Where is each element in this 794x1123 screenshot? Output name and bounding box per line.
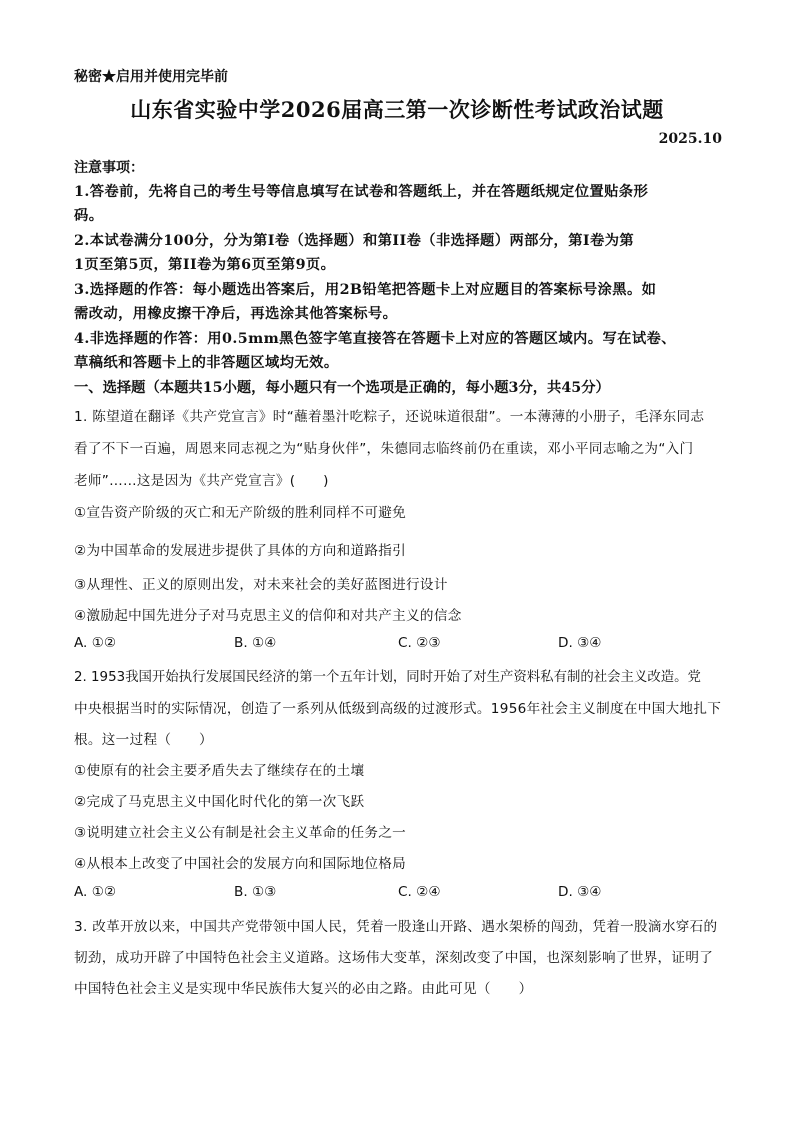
notice-line: 草稿纸和答题卡上的非答题区域均无效。 — [74, 355, 339, 371]
confidential-label: 秘密★启用并使用完毕前 — [74, 69, 228, 85]
notice-line: 4.非选择题的作答：用0.5mm黑色签字笔直接答在答题卡上对应的答题区域内。写在试卷、 — [74, 331, 676, 347]
question-1-item: ③从理性、正义的原则出发，对未来社会的美好蓝图进行设计 — [74, 577, 448, 593]
question-2-option-d[interactable]: D. ③④ — [558, 884, 602, 900]
exam-title: 山东省实验中学2026届高三第一次诊断性考试政治试题 — [130, 97, 664, 122]
question-1-stem: 老师”……这是因为《共产党宣言》( ) — [74, 473, 329, 489]
question-1-stem: 看了不下一百遍，周恩来同志视之为“贴身伙伴”，朱德同志临终前仍在重读，邓小平同志喻之为“入门 — [74, 441, 694, 457]
question-3-stem: 韧劲，成功开辟了中国特色社会主义道路。这场伟大变革，深刻改变了中国，也深刻影响了世界，证明了 — [74, 950, 714, 966]
question-2-option-c[interactable]: C. ②④ — [398, 884, 441, 900]
question-2-stem: 中央根据当时的实际情况，创造了一系列从低级到高级的过渡形式。1956年社会主义制度在中国大地扎下 — [74, 701, 722, 717]
question-1-item: ④激励起中国先进分子对马克思主义的信仰和对共产主义的信念 — [74, 608, 462, 624]
question-2-option-a[interactable]: A. ①② — [74, 884, 117, 900]
question-1-option-d[interactable]: D. ③④ — [558, 635, 602, 651]
notice-line: 1页至第5页，第II卷为第6页至第9页。 — [74, 257, 336, 273]
notice-line: 1.答卷前，先将自己的考生号等信息填写在试卷和答题纸上，并在答题纸规定位置贴条形 — [74, 184, 649, 200]
question-2-item: ②完成了马克思主义中国化时代化的第一次飞跃 — [74, 794, 365, 810]
question-2-stem: 2. 1953我国开始执行发展国民经济的第一个五年计划，同时开始了对生产资料私有制的社会主义改造。党 — [74, 670, 701, 685]
notice-line: 3.选择题的作答：每小题选出答案后，用2B铅笔把答题卡上对应题目的答案标号涂黑。如 — [74, 282, 657, 298]
question-1-option-a[interactable]: A. ①② — [74, 635, 117, 651]
question-2-option-b[interactable]: B. ①③ — [234, 884, 277, 900]
question-2-item: ①使原有的社会主要矛盾失去了继续存在的土壤 — [74, 763, 365, 779]
question-1-stem: 1. 陈望道在翻译《共产党宣言》时“蘸着墨汁吃粽子，还说味道很甜”。一本薄薄的小册子，毛泽东同志 — [74, 409, 705, 425]
notice-line: 码。 — [74, 208, 104, 224]
question-1-item: ②为中国革命的发展进步提供了具体的方向和道路指引 — [74, 543, 407, 559]
question-1-option-c[interactable]: C. ②③ — [398, 635, 441, 651]
notice-line: 需改动，用橡皮擦干净后，再选涂其他答案标号。 — [74, 306, 398, 322]
exam-date: 2025.10 — [658, 131, 722, 147]
question-3-stem: 3. 改革开放以来，中国共产党带领中国人民，凭着一股逢山开路、遇水架桥的闯劲，凭着一股滴水穿石的 — [74, 919, 718, 935]
notice-line: 2.本试卷满分100分，分为第I卷（选择题）和第II卷（非选择题）两部分，第I卷为第 — [74, 233, 635, 249]
question-3-stem: 中国特色社会主义是实现中华民族伟大复兴的必由之路。由此可见（ ） — [74, 981, 533, 997]
notice-heading: 注意事项： — [74, 160, 144, 176]
question-1-option-b[interactable]: B. ①④ — [234, 635, 277, 651]
question-2-item: ④从根本上改变了中国社会的发展方向和国际地位格局 — [74, 856, 407, 872]
section-heading: 一、选择题（本题共15小题，每小题只有一个选项是正确的，每小题3分，共45分） — [74, 380, 610, 396]
question-2-stem: 根。这一过程（ ） — [74, 732, 213, 748]
question-1-item: ①宣告资产阶级的灭亡和无产阶级的胜利同样不可避免 — [74, 505, 407, 521]
question-2-item: ③说明建立社会主义公有制是社会主义革命的任务之一 — [74, 825, 407, 841]
